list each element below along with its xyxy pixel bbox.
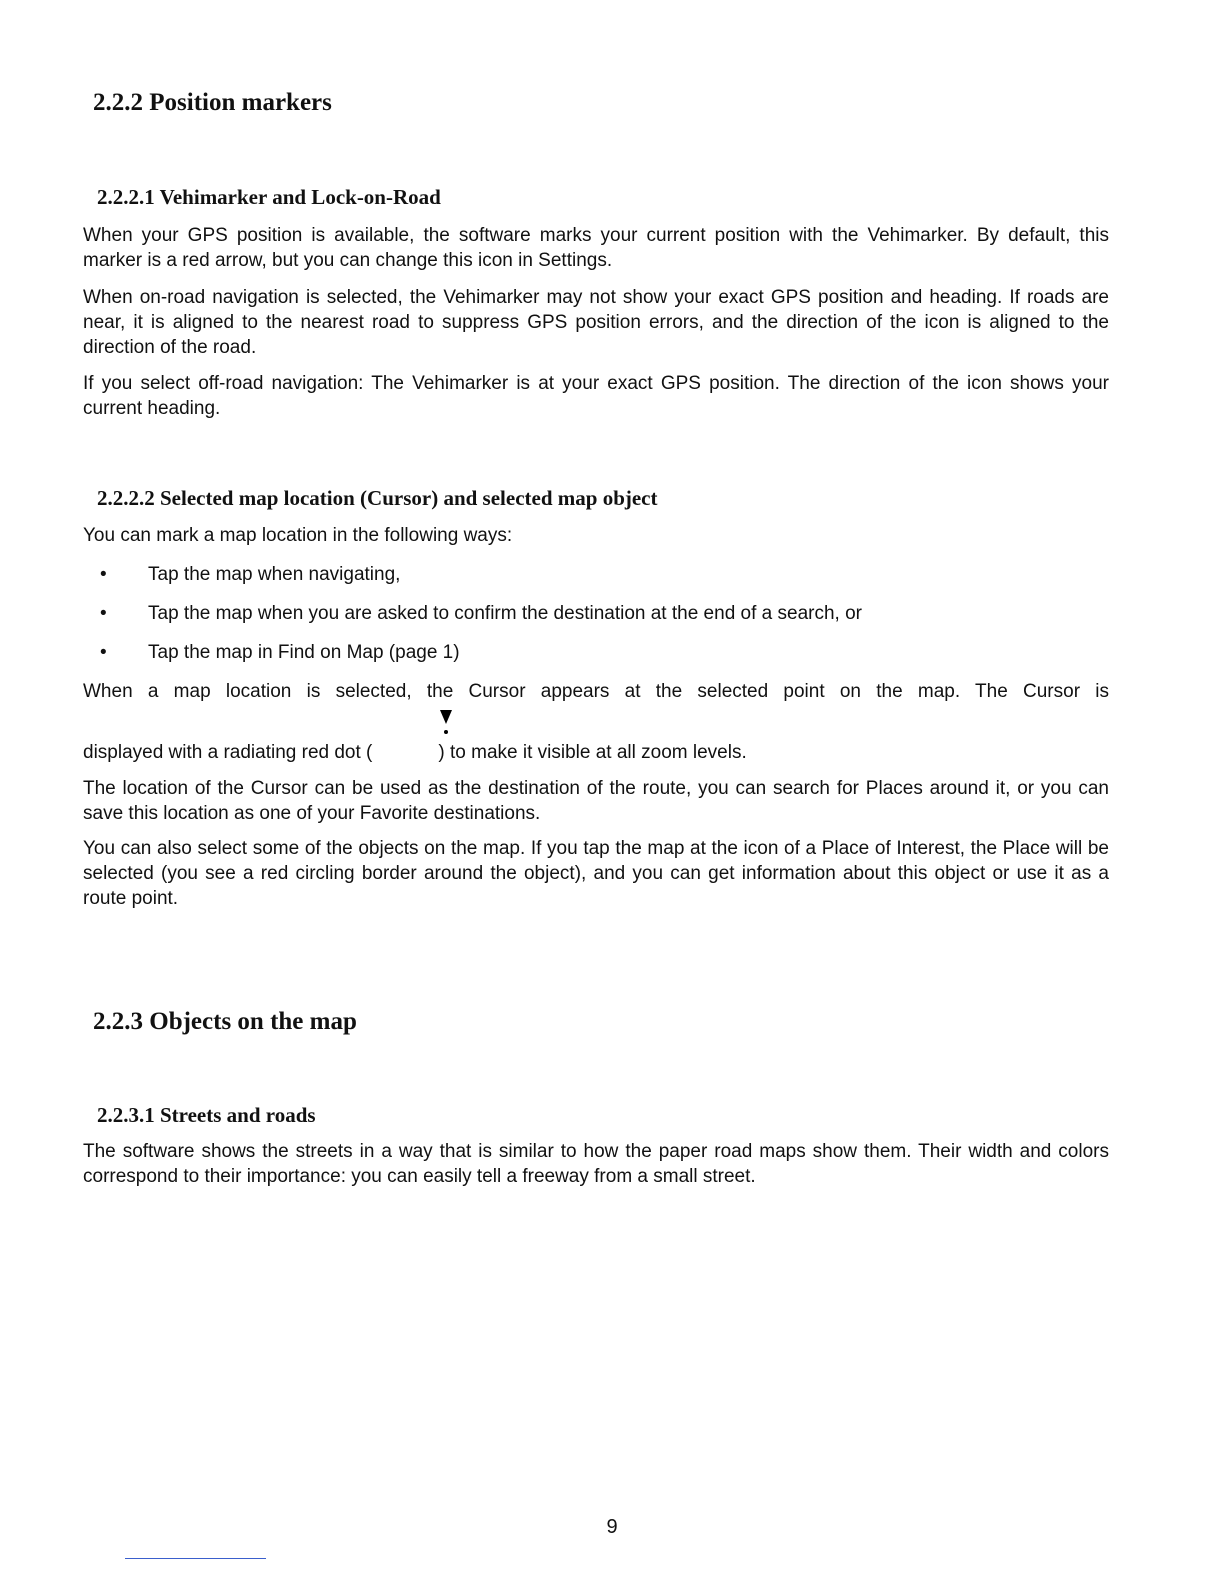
subsection-heading-streets: 2.2.3.1 Streets and roads (97, 1103, 316, 1127)
subsection-heading-cursor: 2.2.2.2 Selected map location (Cursor) and selected map object (97, 486, 658, 510)
cursor-line-2-start: displayed with a radiating red dot ( (83, 742, 373, 763)
vehimarker-paragraph-1: When your GPS position is available, the software marks your current position with the Vehimarker. By default, this marker is a red arrow, but you can change this icon in Settings. (83, 225, 1109, 271)
vehimarker-paragraph-3: If you select off-road navigation: The Vehimarker is at your exact GPS position. The direction of the icon shows your current heading. (83, 373, 1109, 419)
section-heading-position-markers: 2.2.2 Position markers (93, 89, 332, 116)
cursor-icon (438, 708, 454, 736)
bullet-text: Tap the map in Find on Map (page 1) (148, 642, 460, 663)
footer-divider (125, 1558, 266, 1559)
page-number: 9 (606, 1516, 618, 1538)
cursor-description-line-2 (83, 740, 747, 765)
cursor-paragraph-1: The location of the Cursor can be used as the destination of the route, you can search for Places around it, or you can save this location as one of your Favorite destinations. (83, 778, 1109, 824)
bullet-text: Tap the map when navigating, (148, 564, 401, 585)
bullet-item (100, 640, 460, 665)
bullet-text: Tap the map when you are asked to confirm the destination at the end of a search, or (148, 603, 862, 624)
bullet-icon: • (100, 603, 107, 624)
cursor-paragraph-2: You can also select some of the objects on the map. If you tap the map at the icon of a Place of Interest, the Place will be selected (you see a red circling border around the object), and you can get information about this object or use it as a route point. (83, 838, 1109, 909)
bullet-item (100, 601, 862, 626)
vehimarker-paragraph-2: When on-road navigation is selected, the Vehimarker may not show your exact GPS position and heading. If roads are near, it is aligned to the nearest road to suppress GPS position errors, and the direction of the icon is aligned to the direction of the road. (83, 287, 1109, 358)
section-heading-objects-on-map: 2.2.3 Objects on the map (93, 1008, 357, 1035)
cursor-intro: You can mark a map location in the following ways: (83, 525, 513, 546)
bullet-item (100, 562, 400, 587)
bullet-icon: • (100, 564, 107, 585)
bullet-icon: • (100, 642, 107, 663)
cursor-line-2-end: ) to make it visible at all zoom levels. (438, 742, 747, 763)
streets-paragraph: The software shows the streets in a way that is similar to how the paper road maps show them. Their width and colors correspond to their importance: you can easily tell a freeway from a small street. (83, 1141, 1109, 1187)
subsection-heading-vehimarker: 2.2.2.1 Vehimarker and Lock-on-Road (97, 185, 441, 209)
cursor-description-line-1: When a map location is selected, the Cursor appears at the selected point on the map. The Cursor is (83, 681, 1109, 702)
